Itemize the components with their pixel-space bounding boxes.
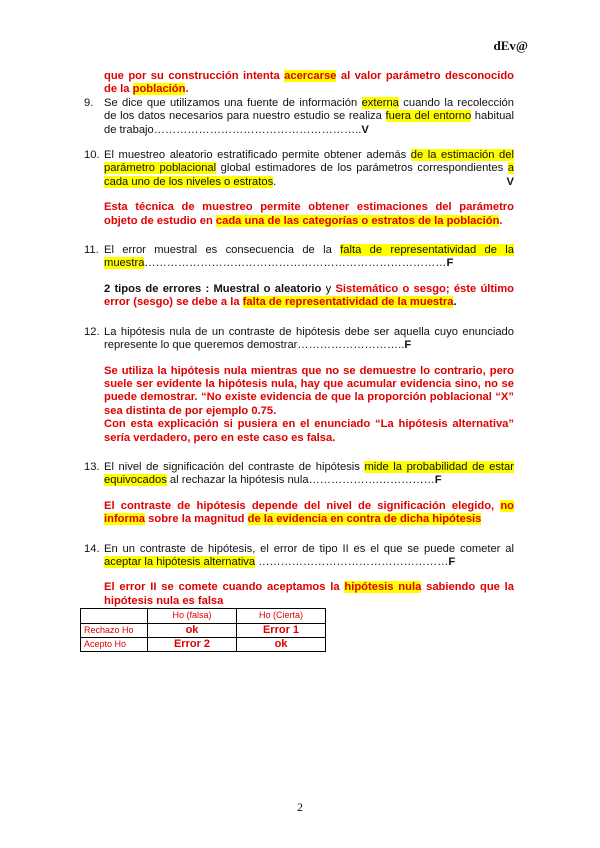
table-row [81,609,326,623]
row-label-reject: Rechazo Ho [81,623,148,637]
item-13: 13. El nivel de significación del contraste de hipótesis mide la probabilidad de estar equivocados al rechazar la hipótesis nula……………….……………F [84,460,514,487]
table-row: Acepto Ho Error 2 ok [81,638,326,652]
answer-10: V [506,175,514,188]
note-12: Se utiliza la hipótesis nula mientras que no se demuestre lo contrario, pero suele ser evidente la hipótesis nula, hay que acumular evidencia sino, no se puede demostrar. “No existe evidencia de que la proporción poblacional “X” sea distinta de por ejemplo 0.75. Con esta explicación si pusiera en el enunciado “La hipótesis alternativa” sería verdadero, pero en este caso es falsa. [104,364,514,444]
intro-continuation: que por su construcción intenta acercarse al valor parámetro desconocido de la población. [104,70,514,96]
item-12: 12. La hipótesis nula de un contraste de hipótesis debe ser aquella cuyo enunciado represente lo que queremos demostrar………………………..F [84,325,514,352]
note-13: El contraste de hipótesis depende del nivel de significación elegido, no informa sobre la magnitud de la evidencia en contra de dicha hipótesis [104,499,514,526]
page-number: 2 [297,800,303,814]
note-14: El error II se comete cuando aceptamos la hipótesis nula sabiendo que la hipótesis nula es falsa [104,581,515,607]
item-11: 11. El error muestral es consecuencia de la falta de representatividad de la muestra………………………………………………………………………F [84,244,515,270]
row-label-accept: Acepto Ho [81,638,148,652]
answer-9: V [361,123,369,136]
note-11: 2 tipos de errores : Muestral o aleatorio y Sistemático o sesgo; éste último error (sesgo) se debe a la falta de representatividad de la muestra. [104,282,515,309]
answer-13: F [434,474,442,487]
answer-11: F [446,257,454,270]
answer-12: F [404,339,412,352]
header-mark: dEv@ [493,38,528,53]
answer-14: F [448,555,456,568]
document-body [84,70,514,652]
item-9: 9. Se dice que utilizamos una fuente de información externa cuando la recolección de los datos necesarios para nuestro estudio se realiza fuera del entorno habitual de trabajo………………………………………………..V [84,96,514,136]
note-10: Esta técnica de muestreo permite obtener estimaciones del parámetro objeto de estudio en cada una de las categorías o estratos de la población. [104,201,514,227]
item-10: 10. El muestreo aleatorio estratificado permite obtener además de la estimación del parámetro poblacional global estimadores de los parámetros correspondientes a cada uno de los niveles o estratos. V [84,149,514,188]
table-header-false: Ho (falsa) [148,609,237,623]
table-header-true: Ho (Cierta) [237,609,326,623]
table-row: Rechazo Ho ok Error 1 [81,623,326,637]
error-table [80,608,326,652]
item-14: 14. En un contraste de hipótesis, el error de tipo II es el que se puede cometer al aceptar la hipótesis alternativa ……………………………………………F [84,542,514,568]
